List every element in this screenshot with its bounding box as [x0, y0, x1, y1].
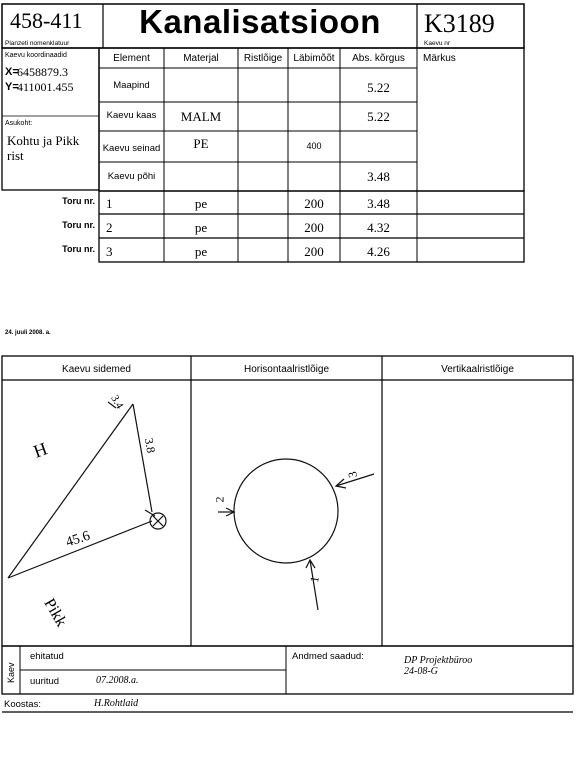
built-label: ehitatud: [30, 651, 64, 662]
pipe-1-number: 1: [106, 196, 113, 211]
header-diameter: Läbimõõt: [293, 53, 335, 64]
section-horizontal: Horisontaalristlõige: [243, 364, 330, 375]
pipe-3-diameter: 200: [304, 244, 324, 259]
row-label-walls: Kaevu seinad: [102, 143, 161, 154]
section-pipe-3-label: 3: [345, 470, 360, 479]
horizontal-section: [218, 459, 374, 610]
x-coordinate: 6458879.3: [17, 65, 68, 79]
pipe-1-material: pe: [194, 196, 208, 211]
sketch-street-h: H: [30, 438, 50, 462]
sketch-dim-right: 3.8: [141, 436, 159, 455]
pipe-3-height: 4.26: [367, 244, 390, 259]
date-line: 24. juuli 2008. a.: [5, 330, 51, 336]
pipe-3-number: 3: [106, 244, 113, 259]
pipe-label-3: Toru nr.: [62, 244, 95, 254]
location-line-2: rist: [7, 148, 24, 163]
row-label-ground: Maapind: [113, 80, 150, 91]
author-value: H.Rohtlaid: [94, 698, 139, 709]
sketch-dim-top: 3.4: [108, 393, 126, 411]
section-pipe-2-label: 2: [212, 496, 227, 503]
pipe-2-diameter: 200: [304, 220, 324, 235]
pipe-2-height: 4.32: [367, 220, 390, 235]
location-caption: Asukoht:: [5, 120, 33, 127]
header-element: Element: [113, 53, 150, 64]
surveyed-label: uuritud: [30, 676, 60, 687]
row-bottom-height: 3.48: [367, 169, 390, 184]
row-ground-height: 5.22: [367, 80, 390, 95]
y-coordinate: 411001.455: [17, 80, 74, 94]
section-pipe-1-label: 1: [307, 575, 322, 584]
location-line-1: Kohtu ja Pikk: [7, 133, 80, 148]
row-label-bottom: Kaevu põhi: [107, 171, 156, 182]
pipe-2-number: 2: [106, 220, 113, 235]
data-source-line-2: 24-08-G: [404, 666, 438, 677]
sheet-number: 458-411: [10, 8, 83, 33]
pipe-label-1: Toru nr.: [62, 196, 95, 206]
surveyed-value: 07.2008.a.: [96, 675, 139, 686]
row-cover-material: MALM: [180, 109, 222, 124]
sketch-street-pikk: Pikk: [40, 595, 70, 630]
well-code-caption: Kaevu nr: [424, 40, 451, 47]
well-code: K3189: [424, 9, 495, 38]
pipe-3-material: pe: [194, 244, 208, 259]
header-abs-height: Abs. kõrgus: [352, 53, 405, 64]
pipe-label-2: Toru nr.: [62, 220, 95, 230]
row-walls-material: PE: [193, 136, 209, 151]
x-label: X=: [5, 66, 19, 78]
coordinates-caption: Kaevu koordinaadid: [5, 52, 67, 59]
section-connections: Kaevu sidemed: [62, 364, 131, 375]
section-vertical: Vertikaalristlõige: [441, 364, 514, 375]
data-source-label: Andmed saadud:: [292, 651, 364, 662]
sketch-dim-bottom: 45.6: [64, 528, 93, 551]
pipe-2-material: pe: [194, 220, 208, 235]
row-cover-height: 5.22: [367, 109, 390, 124]
header-cross-section: Ristlõige: [243, 53, 283, 64]
pipe-1-height: 3.48: [367, 196, 390, 211]
sheet-caption: Planzeti nomenklatuur: [5, 40, 70, 47]
connection-sketch: [8, 402, 166, 578]
header-remark: Märkus: [423, 53, 456, 64]
row-walls-diameter: 400: [306, 141, 322, 151]
data-source-line-1: DP Projektbüroo: [404, 655, 473, 666]
row-label-cover: Kaevu kaas: [106, 110, 157, 121]
page-title: Kanalisatsioon: [139, 3, 381, 40]
author-label: Koostas:: [4, 699, 41, 710]
y-label: Y=: [5, 81, 19, 93]
header-material: Materjal: [183, 53, 219, 64]
pipe-1-diameter: 200: [304, 196, 324, 211]
footer-side-label: Kaev: [6, 662, 16, 683]
